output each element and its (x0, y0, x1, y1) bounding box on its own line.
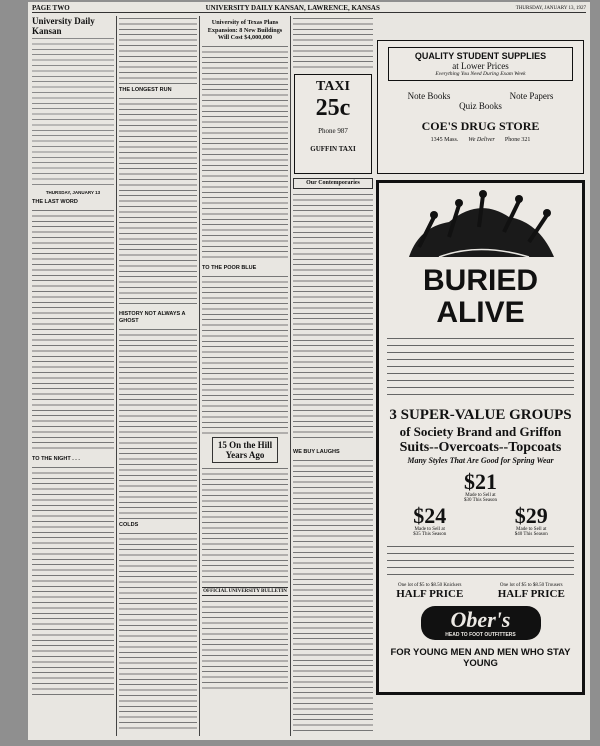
article-body (202, 44, 288, 262)
masthead (32, 4, 586, 13)
column-news (202, 16, 288, 736)
ad-body-copy (387, 335, 574, 397)
store-name: COE'S DRUG STORE (421, 119, 540, 133)
supplies-items (378, 91, 583, 101)
ad-body-copy-2 (387, 543, 574, 579)
taxi-name: GUFFIN TAXI (310, 145, 356, 153)
heading-history: HISTORY NOT ALWAYS A GHOST (119, 311, 186, 324)
article-body (202, 466, 288, 584)
obers-footer: FOR YOUNG MEN AND MEN WHO STAY YOUNG (390, 647, 571, 669)
staff-listing (32, 36, 114, 186)
groups-line1: 3 SUPER-VALUE GROUPS (389, 407, 572, 423)
price-group-1 (379, 471, 582, 503)
article-body (119, 327, 197, 519)
illustration-crowd (379, 187, 582, 265)
heading-longest-run: THE LONGEST RUN (119, 87, 172, 93)
price-group-2 (413, 505, 446, 537)
groups-line2: of Society Brand and Griffon (399, 424, 562, 439)
bulletin-title: OFFICIAL UNIVERSITY BULLETIN (203, 588, 287, 594)
supplies-headline: QUALITY STUDENT SUPPLIES (414, 51, 547, 61)
article-body (202, 274, 288, 434)
article-body (119, 16, 197, 84)
obers-logo-text: Ober's (450, 607, 511, 632)
article-body (293, 16, 373, 72)
page-number: PAGE TWO (32, 4, 70, 12)
price-2-note1: Made to Sell at (414, 527, 445, 532)
newspaper-page (28, 2, 590, 740)
price-2: $24 (413, 503, 447, 528)
column-rule (116, 16, 117, 736)
supplies-tagline: Everything You Need During Exam Week (435, 71, 526, 77)
supplies-subhead: at Lower Prices (452, 61, 509, 71)
store-phone: Phone 321 (504, 137, 531, 143)
knickers-line2: HALF PRICE (396, 588, 464, 600)
buried-alive-headline: BURIED ALIVE (422, 264, 538, 329)
column-lower (293, 446, 373, 736)
groups-line3: Suits--Overcoats--Topcoats (399, 440, 562, 455)
taxi-phone: Phone 987 (318, 127, 348, 135)
editorial-body (32, 208, 114, 453)
heading-colds: COLDS (119, 522, 139, 528)
taxi-price: 25c (315, 95, 351, 121)
editorial-heading-last-word: THE LAST WORD (32, 199, 78, 205)
article-body (119, 531, 197, 731)
price-1: $21 (464, 469, 497, 494)
supplies-banner (388, 47, 573, 81)
coes-drug-store-ad (377, 40, 584, 174)
price-3-note1: Made to Sell at (516, 527, 547, 532)
article-body (293, 192, 373, 442)
paper-title: UNIVERSITY DAILY KANSAN, LAWRENCE, KANSAS (205, 4, 380, 12)
item-note-papers: Note Papers (509, 91, 554, 101)
item-note-books: Note Books (407, 91, 451, 101)
price-group-3 (515, 505, 548, 537)
obers-logo (421, 606, 541, 640)
knickers-line1: One lot of $5 to $8.50 Knickers (398, 583, 462, 588)
price-1-note2: $30 This Season (464, 498, 497, 503)
obers-ad (376, 180, 585, 695)
item-quiz-books: Quiz Books (459, 101, 502, 111)
trousers-line2: HALF PRICE (497, 588, 565, 600)
heading-laughs: WE BUY LAUGHS (293, 449, 340, 455)
trousers-line1: One lot of $5 to $8.50 Trousers (499, 583, 563, 588)
store-address: 1345 Mass. (430, 137, 459, 143)
column-editorial (32, 16, 114, 736)
obers-logo-sub: HEAD TO FOOT OUTFITTERS (445, 632, 516, 638)
knickers-offer (396, 583, 463, 600)
price-2-note2: $35 This Season (413, 532, 447, 537)
bulletin-body (202, 599, 288, 689)
trousers-offer (498, 583, 565, 600)
contemporaries-title: Our Contemporaries (293, 178, 373, 189)
nameplate: University Daily Kansan (32, 16, 95, 36)
editorial-heading-night: TO THE NIGHT . . . (32, 456, 80, 462)
heading-poor-blue: TO THE POOR BLUE (202, 264, 257, 271)
half-price-row (379, 583, 582, 600)
price-row (379, 505, 582, 537)
headline-texas: University of Texas Plans Expansion: 8 New Buildings Will Cost $4,000,000 (207, 19, 283, 41)
editorial-body-2 (32, 465, 114, 695)
issue-date: THURSDAY, JANUARY 13, 1927 (515, 5, 586, 11)
store-info (378, 137, 583, 143)
column-contemporaries-body (293, 192, 373, 442)
price-3-note2: $40 This Season (514, 532, 548, 537)
price-1-note1: Made to Sell at (465, 493, 496, 498)
price-3: $29 (514, 503, 548, 528)
store-delivery: We Deliver (468, 137, 495, 143)
column-articles (119, 16, 197, 736)
column-rule (199, 16, 200, 736)
article-body (119, 96, 197, 308)
taxi-label: TAXI (316, 79, 350, 94)
dateline: THURSDAY, JANUARY 13 (45, 190, 101, 195)
column-rule (290, 16, 291, 736)
groups-line4: Many Styles That Are Good for Spring Wear (407, 456, 554, 465)
taxi-ad (294, 74, 372, 174)
on-the-hill-box: 15 On the Hill Years Ago (212, 437, 278, 463)
article-body (293, 458, 373, 734)
